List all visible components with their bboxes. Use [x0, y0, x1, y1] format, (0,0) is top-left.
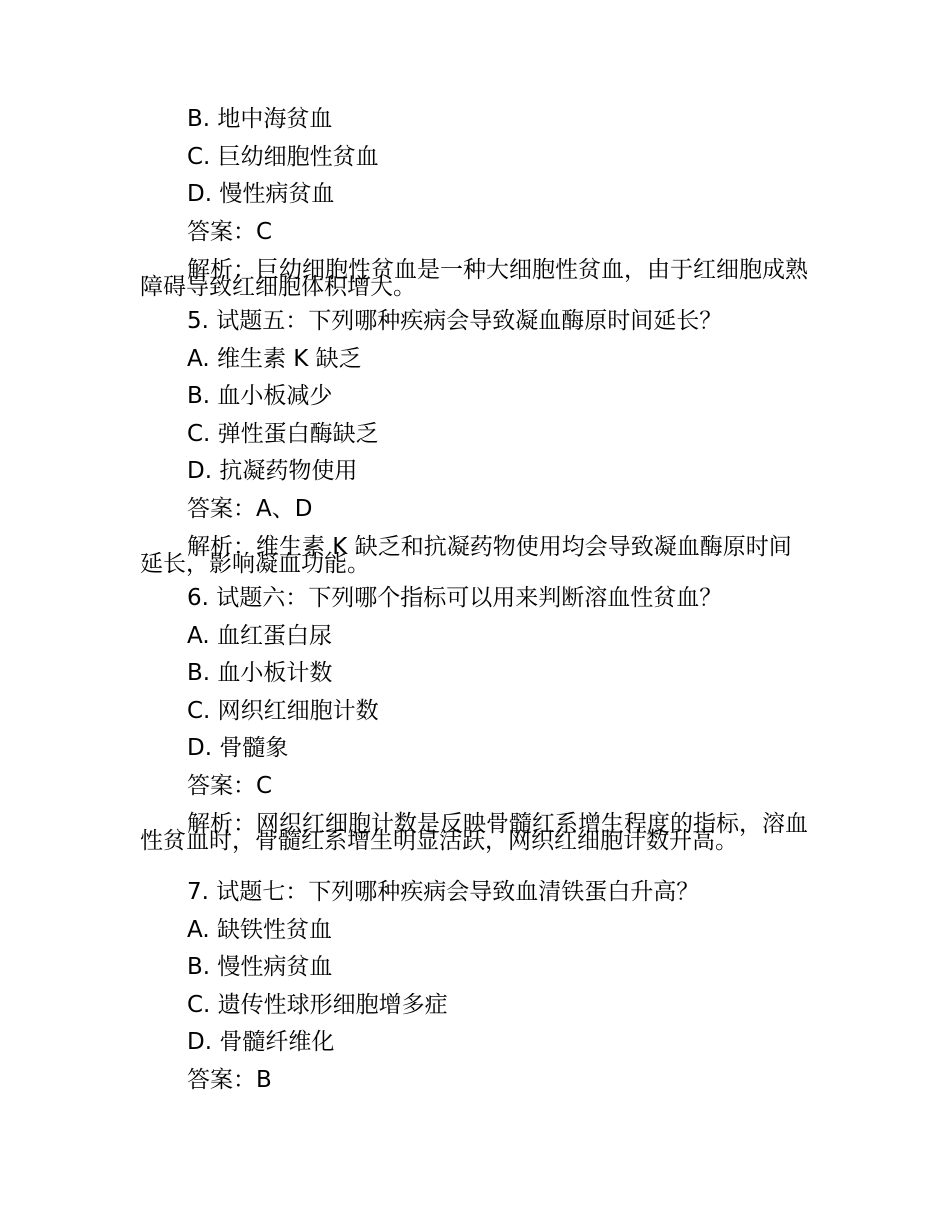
- option-line: C. 弹性蛋白酶缺乏: [187, 420, 379, 447]
- question-line: 7. 试题七：下列哪种疾病会导致血清铁蛋白升高？: [187, 879, 700, 905]
- option-line: A. 维生素 K 缺乏: [187, 345, 362, 372]
- option-line: A. 缺铁性贫血: [187, 916, 332, 943]
- explanation-paragraph: 解析：网织红细胞计数是反映骨髓红系增生程度的指标，溶血性贫血时，骨髓红系增生明显活跃，网织红细胞计数升高。: [140, 811, 808, 854]
- explanation-paragraph: 解析：巨幼细胞性贫血是一种大细胞性贫血，由于红细胞成熟障碍导致红细胞体积增大。: [140, 257, 808, 300]
- question-line: 6. 试题六：下列哪个指标可以用来判断溶血性贫血？: [187, 585, 723, 611]
- answer-line: 答案：C: [187, 218, 273, 245]
- document-body: [140, 101, 810, 1099]
- option-line: A. 血红蛋白尿: [187, 622, 332, 649]
- option-line: D. 抗凝药物使用: [187, 458, 358, 484]
- answer-line: 答案：B: [187, 1066, 272, 1093]
- option-line: D. 慢性病贫血: [187, 181, 335, 207]
- explanation-paragraph: 解析：维生素 K 缺乏和抗凝药物使用均会导致凝血酶原时间延长，影响凝血功能。: [140, 534, 792, 577]
- option-line: B. 地中海贫血: [187, 106, 333, 132]
- question-line: 5. 试题五：下列哪种疾病会导致凝血酶原时间延长？: [187, 308, 723, 334]
- option-line: C. 遗传性球形细胞增多症: [187, 991, 448, 1018]
- option-line: B. 血小板减少: [187, 383, 333, 409]
- option-line: C. 网织红细胞计数: [187, 697, 379, 724]
- answer-line: 答案：A、D: [187, 495, 313, 522]
- option-line: D. 骨髓纤维化: [187, 1029, 335, 1055]
- option-line: B. 慢性病贫血: [187, 954, 333, 980]
- option-line: D. 骨髓象: [187, 735, 289, 761]
- option-line: B. 血小板计数: [187, 660, 333, 686]
- option-line: C. 巨幼细胞性贫血: [187, 143, 379, 170]
- answer-line: 答案：C: [187, 772, 273, 799]
